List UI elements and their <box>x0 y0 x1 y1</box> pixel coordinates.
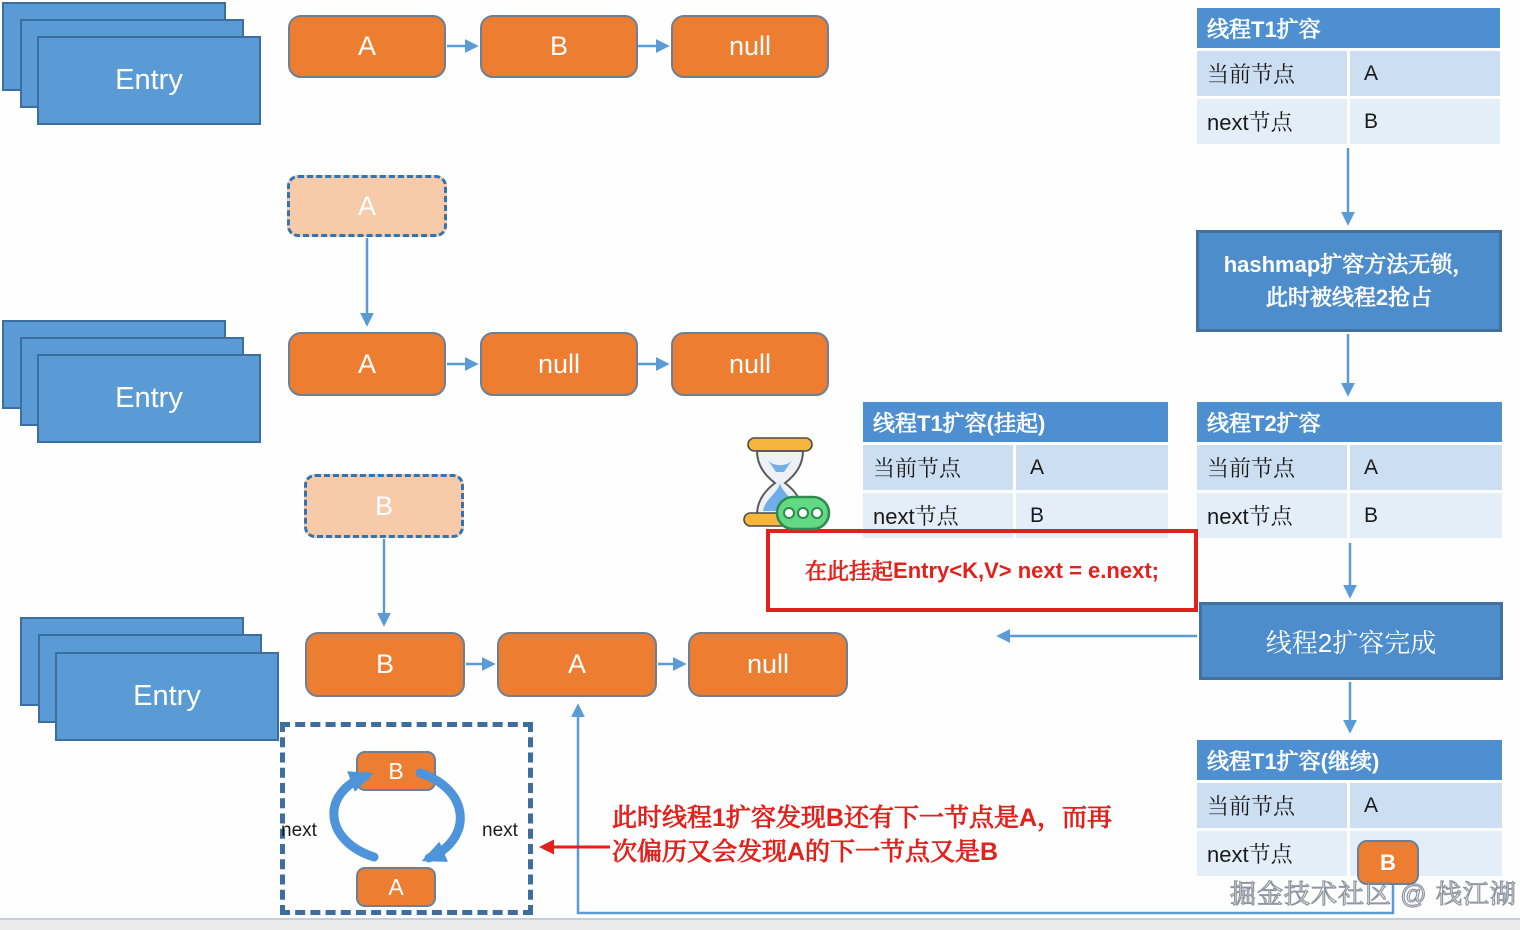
row-label: 当前节点 <box>1197 51 1347 96</box>
row-value: B <box>1350 493 1502 538</box>
table-thread-t1-suspended-title: 线程T1扩容(挂起) <box>863 402 1168 442</box>
row-label: next节点 <box>1197 99 1347 144</box>
table-thread-t2 <box>1197 402 1502 538</box>
row-label: 当前节点 <box>863 445 1013 490</box>
row-value: B <box>1350 99 1500 144</box>
chain3-node-null: null <box>688 632 848 697</box>
cycle-next-label-right: next <box>482 820 518 841</box>
table-row <box>1197 445 1502 490</box>
entry-stack3-label: Entry <box>133 680 201 712</box>
row-value: B <box>1016 493 1168 538</box>
row-value: A <box>1016 445 1168 490</box>
table-row <box>1197 831 1502 876</box>
cycle-node-b: B <box>356 751 436 791</box>
watermark: 掘金技术社区 @ 栈江湖 <box>1230 879 1517 909</box>
table-row <box>1197 51 1500 96</box>
entry-stack2-front <box>37 354 261 443</box>
waiting-dot <box>812 508 822 518</box>
table-row <box>1197 99 1500 144</box>
entry-stack1-front <box>37 36 261 125</box>
row-value: A <box>1350 445 1502 490</box>
loop-note-line1: 此时线程1扩容发现B还有下一节点是A，而再 <box>612 804 1113 832</box>
table-row <box>1197 783 1502 828</box>
suspend-annotation-box <box>766 529 1198 612</box>
entry-stack2-label: Entry <box>115 382 183 414</box>
table-thread-t1-continue-title: 线程T1扩容(继续) <box>1197 740 1502 780</box>
bottom-edge-strip <box>0 918 1520 930</box>
chain1-node-a: A <box>288 15 446 78</box>
entry-stack1-label: Entry <box>115 64 183 96</box>
table-thread-t1-continue <box>1197 740 1502 876</box>
chain2-node-null1: null <box>480 332 638 396</box>
row-value: A <box>1350 51 1500 96</box>
row-label: next节点 <box>1197 831 1347 876</box>
loop-note <box>612 802 1112 869</box>
waiting-dot <box>798 508 808 518</box>
waiting-dot <box>784 508 794 518</box>
next-node-b-chip: B <box>1357 840 1419 885</box>
ghost-node-a: A <box>287 175 447 237</box>
preempt-line2: 此时被线程2抢占 <box>1265 285 1433 310</box>
table-thread-t1-suspended <box>863 402 1168 538</box>
suspend-annotation-code: Entry<K,V> next = e.next; <box>893 557 1159 583</box>
entry-stack3-front <box>55 652 279 741</box>
cycle-next-label-left: next <box>281 820 317 841</box>
hourglass-waiting-icon <box>740 436 832 539</box>
hourglass-top-cap <box>748 438 812 451</box>
cycle-node-a: A <box>356 867 436 907</box>
suspend-annotation-prefix: 在此挂起 <box>805 559 894 584</box>
loop-note-line2: 次偏历又会发现A的下一节点又是B <box>612 837 999 866</box>
preempt-flow-box <box>1196 230 1502 332</box>
row-label: next节点 <box>863 493 1013 538</box>
row-label: 当前节点 <box>1197 445 1347 490</box>
chain3-node-a: A <box>497 632 657 697</box>
row-label: 当前节点 <box>1197 783 1347 828</box>
chain3-node-b: B <box>305 632 465 697</box>
table-thread-t1 <box>1197 8 1500 144</box>
chain1-node-b: B <box>480 15 638 78</box>
ghost-node-b: B <box>304 474 464 538</box>
preempt-line1: hashmap扩容方法无锁， <box>1223 252 1475 277</box>
row-label: next节点 <box>1197 493 1347 538</box>
chain2-node-null2: null <box>671 332 829 396</box>
table-thread-t2-title: 线程T2扩容 <box>1197 402 1502 442</box>
t2-done-box: 线程2扩容完成 <box>1199 602 1503 680</box>
chain2-node-a: A <box>288 332 446 396</box>
row-value: A <box>1350 783 1502 828</box>
table-thread-t1-title: 线程T1扩容 <box>1197 8 1500 48</box>
table-row <box>863 445 1168 490</box>
table-row <box>1197 493 1502 538</box>
chain1-node-null: null <box>671 15 829 78</box>
